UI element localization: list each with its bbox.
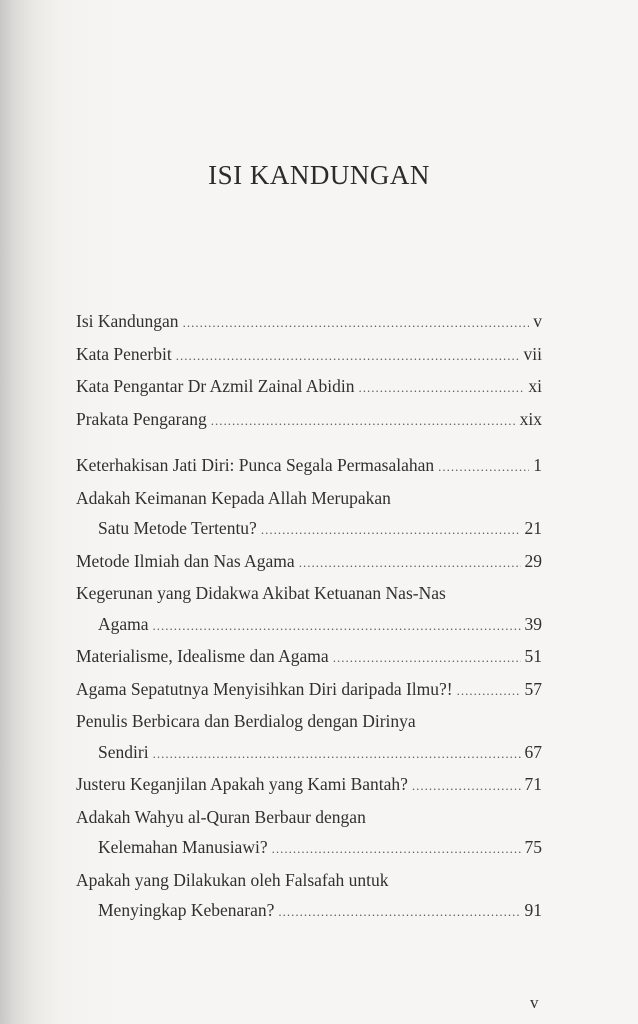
toc-entry — [76, 641, 542, 674]
toc-entry-title-line: Kegerunan yang Didakwa Akibat Ketuanan Nas-Nas — [76, 583, 446, 603]
toc-entry-title-line: Adakah Keimanan Kepada Allah Merupakan — [76, 487, 391, 508]
toc-entry-page: 67 — [524, 741, 542, 762]
toc-entry-title: Menyingkap Kebenaran? — [98, 900, 275, 920]
dot-leader — [272, 834, 521, 865]
toc-entry — [76, 865, 542, 928]
dot-leader — [261, 515, 521, 546]
dot-leader — [457, 676, 521, 707]
toc-entry-page: 75 — [524, 837, 542, 857]
toc-entry-title: Agama Sepatutnya Menyisihkan Diri daripada Ilmu?! — [76, 678, 453, 699]
dot-leader — [412, 771, 521, 802]
dot-leader — [153, 611, 521, 642]
toc-entry-title: Keterhakisan Jati Diri: Punca Segala Permasalahan — [76, 455, 435, 475]
toc-entry-title: Kata Penerbit — [76, 343, 172, 364]
toc-entry-page: vii — [523, 343, 542, 364]
toc-entry-page: 51 — [524, 646, 542, 666]
dot-leader — [153, 739, 521, 770]
toc-entry — [76, 306, 542, 339]
toc-entry-title: Sendiri — [98, 741, 149, 762]
page-number: v — [530, 993, 539, 1012]
toc-entry-title-line: Adakah Wahyu al-Quran Berbaur dengan — [76, 806, 366, 827]
toc-entry-page: 21 — [524, 518, 542, 538]
page-title: ISI KANDUNGAN — [208, 160, 430, 190]
toc-entry — [76, 371, 542, 404]
toc-entry-title: Kelemahan Manusiawi? — [98, 837, 268, 857]
toc-entry — [76, 404, 542, 437]
toc-entry — [76, 339, 542, 372]
toc-entry — [76, 546, 542, 579]
toc-entry-page: 29 — [524, 550, 542, 571]
toc-entry-page: v — [533, 311, 542, 331]
toc-entry-title: Prakata Pengarang — [76, 408, 207, 429]
toc-entry-title: Metode Ilmiah dan Nas Agama — [76, 550, 295, 571]
toc-entry — [76, 706, 542, 769]
front-matter-list — [76, 306, 542, 436]
dot-leader — [299, 548, 521, 579]
toc-entry-page: xi — [528, 376, 542, 396]
dot-leader — [176, 341, 520, 372]
toc-entry-title: Satu Metode Tertentu? — [98, 518, 257, 538]
dot-leader — [211, 406, 516, 437]
chapter-list — [76, 450, 542, 928]
dot-leader — [438, 452, 529, 483]
dot-leader — [183, 308, 530, 339]
dot-leader — [333, 643, 521, 674]
toc-entry-title-line: Apakah yang Dilakukan oleh Falsafah untuk — [76, 869, 389, 890]
toc-entry-page: 57 — [524, 678, 542, 699]
toc-entry-title-line: Penulis Berbicara dan Berdialog dengan Dirinya — [76, 711, 416, 731]
toc-entry — [76, 674, 542, 707]
toc-entry-page: xix — [519, 408, 542, 429]
toc-entry — [76, 483, 542, 546]
dot-leader — [278, 897, 520, 928]
toc-entry — [76, 450, 542, 483]
toc-entry — [76, 802, 542, 865]
toc-entry-title: Materialisme, Idealisme dan Agama — [76, 646, 329, 666]
toc-entry-title: Kata Pengantar Dr Azmil Zainal Abidin — [76, 376, 355, 396]
toc-entry-page: 39 — [524, 613, 542, 634]
toc-entry — [76, 578, 542, 641]
toc-entry-title: Agama — [98, 613, 149, 634]
toc-entry — [76, 769, 542, 802]
toc-entry-page: 71 — [524, 774, 542, 794]
toc-entry-page: 91 — [524, 900, 542, 920]
toc-entry-page: 1 — [533, 455, 542, 475]
toc-entry-title: Isi Kandungan — [76, 311, 179, 331]
dot-leader — [358, 373, 524, 404]
toc-entry-title: Justeru Keganjilan Apakah yang Kami Bantah? — [76, 774, 408, 794]
